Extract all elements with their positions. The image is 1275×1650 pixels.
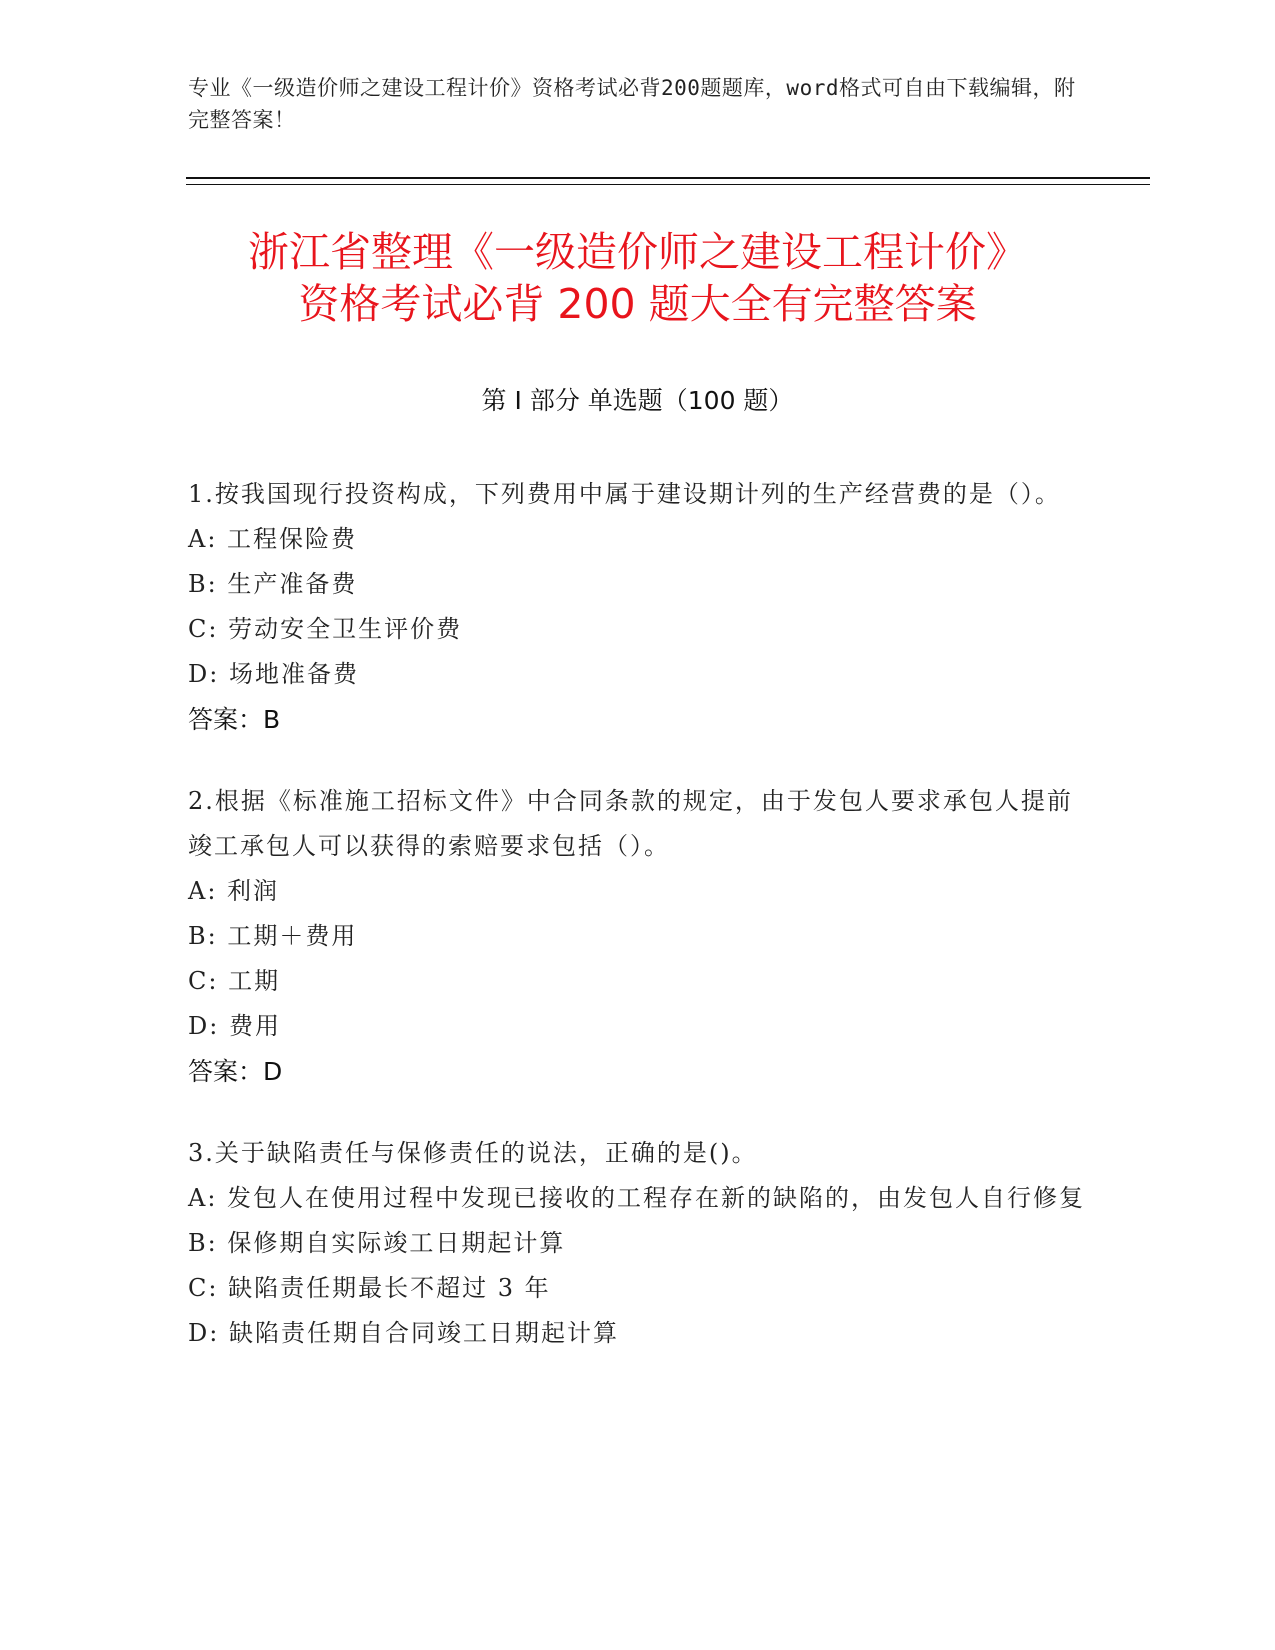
option-d: D: 缺陷责任期自合同竣工日期起计算: [188, 1319, 619, 1347]
document-title: [120, 226, 1155, 330]
question-list: [188, 472, 1088, 1393]
option-c: C: 工期: [188, 967, 281, 995]
header-divider-thin: [186, 184, 1150, 185]
question-stem: 2.根据《标准施工招标文件》中合同条款的规定，由于发包人要求承包人提前竣工承包人可以获得的索赔要求包括（）。: [188, 787, 1073, 860]
option-b: B: 保修期自实际竣工日期起计算: [188, 1229, 566, 1257]
option-d: D: 场地准备费: [188, 660, 359, 688]
option-d: D: 费用: [188, 1012, 281, 1040]
answer-line: 答案：B: [188, 705, 281, 734]
header-note: 专业《一级造价师之建设工程计价》资格考试必背200题题库，word格式可自由下载编辑，附完整答案！: [188, 76, 1076, 132]
header-divider-thick: [186, 177, 1150, 179]
section-title: 第 I 部分 单选题（100 题）: [481, 386, 794, 415]
option-c: C: 劳动安全卫生评价费: [188, 615, 463, 643]
option-b: B: 生产准备费: [188, 570, 358, 598]
option-a: A: 利润: [188, 877, 280, 905]
option-a: A: 工程保险费: [188, 525, 358, 553]
option-a: A: 发包人在使用过程中发现已接收的工程存在新的缺陷的，由发包人自行修复: [188, 1184, 1086, 1212]
answer-line: 答案：D: [188, 1057, 283, 1086]
question-2: [188, 779, 1088, 1094]
question-stem: 3.关于缺陷责任与保修责任的说法，正确的是()。: [188, 1139, 758, 1167]
option-b: B: 工期＋费用: [188, 922, 358, 950]
question-1: [188, 472, 1088, 742]
title-line-2: 资格考试必背 200 题大全有完整答案: [298, 280, 977, 328]
question-stem: 1.按我国现行投资构成，下列费用中属于建设期计列的生产经营费的是（）。: [188, 480, 1061, 508]
option-c: C: 缺陷责任期最长不超过 3 年: [188, 1274, 551, 1302]
question-3: [188, 1131, 1088, 1356]
title-line-1: 浙江省整理《一级造价师之建设工程计价》: [248, 228, 1027, 276]
